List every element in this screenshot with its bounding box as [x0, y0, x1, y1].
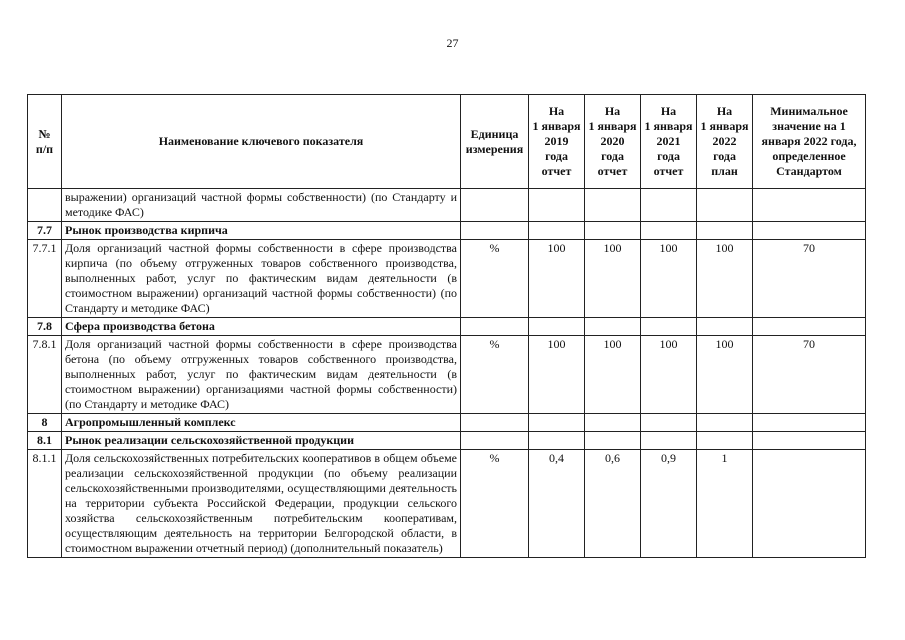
header-2020-line-2: 1 января — [588, 119, 637, 133]
row-value-2022 — [697, 222, 753, 240]
row-number — [28, 189, 62, 222]
row-value-2021 — [641, 318, 697, 336]
row-value-2019 — [529, 414, 585, 432]
row-value-2021: 100 — [641, 336, 697, 414]
row-value-2022 — [697, 432, 753, 450]
header-2022-line-5: план — [711, 164, 738, 178]
row-number: 7.8.1 — [28, 336, 62, 414]
section-row — [28, 318, 866, 336]
row-value-2020 — [585, 318, 641, 336]
row-value-2022: 1 — [697, 450, 753, 558]
row-indicator-name: Доля организаций частной формы собственности в сфере производства бетона (по объему отгруженных товаров собственного производства, выполненных работ, услуг по фактическим видам деятельности (в стоимостном выражении) организациями частной формы собственности) (по Стандарту и методике ФАС) — [62, 336, 461, 414]
header-2022-line-4: года — [713, 149, 736, 163]
header-2021-line-5: отчет — [653, 164, 684, 178]
row-value-2019: 0,4 — [529, 450, 585, 558]
header-2020-line-5: отчет — [597, 164, 628, 178]
row-unit — [461, 222, 529, 240]
header-num — [28, 95, 62, 189]
row-indicator-name: Сфера производства бетона — [62, 318, 461, 336]
row-min-value: 70 — [753, 240, 866, 318]
row-value-2019: 100 — [529, 240, 585, 318]
header-2020 — [585, 95, 641, 189]
row-value-2020 — [585, 222, 641, 240]
row-value-2020: 100 — [585, 336, 641, 414]
header-2022 — [697, 95, 753, 189]
row-value-2022: 100 — [697, 336, 753, 414]
row-number: 8 — [28, 414, 62, 432]
header-name: Наименование ключевого показателя — [62, 95, 461, 189]
header-2020-line-4: года — [601, 149, 624, 163]
header-2021-line-3: 2021 — [656, 134, 681, 148]
header-2019-line-4: года — [545, 149, 568, 163]
header-2022-line-2: 1 января — [700, 119, 749, 133]
row-number: 7.7 — [28, 222, 62, 240]
row-min-value — [753, 189, 866, 222]
header-2021-line-2: 1 января — [644, 119, 693, 133]
section-row — [28, 222, 866, 240]
row-value-2022: 100 — [697, 240, 753, 318]
header-2020-line-3: 2020 — [600, 134, 625, 148]
row-unit: % — [461, 450, 529, 558]
row-value-2020: 100 — [585, 240, 641, 318]
header-2019-line-2: 1 января — [532, 119, 581, 133]
header-2021-line-1: На — [660, 104, 677, 118]
row-value-2021: 0,9 — [641, 450, 697, 558]
row-unit: % — [461, 336, 529, 414]
indicators-table — [27, 94, 866, 558]
header-2022-line-1: На — [716, 104, 733, 118]
header-num-text: № п/п — [35, 126, 54, 156]
row-min-value — [753, 450, 866, 558]
table-row — [28, 450, 866, 558]
row-value-2021 — [641, 414, 697, 432]
header-2021 — [641, 95, 697, 189]
header-2019-line-3: 2019 — [544, 134, 569, 148]
row-unit: % — [461, 240, 529, 318]
row-min-value — [753, 414, 866, 432]
row-indicator-name: Доля сельскохозяйственных потребительских кооперативов в общем объеме реализации сельскохозяйственной продукции (по объему реализации сельскохозяйственными производителями, осуществляющими деятельность на территории субъекта Российской Федерации, продукции сельского хозяйства сельскохозяйственным потребительским кооперативам, осуществляющим деятельность на территории Белгородской области, в стоимостном выражении отчетный период) (дополнительный показатель) — [62, 450, 461, 558]
row-value-2019 — [529, 189, 585, 222]
header-2020-line-1: На — [604, 104, 621, 118]
table-row — [28, 189, 866, 222]
row-value-2020 — [585, 432, 641, 450]
header-2021-line-4: года — [657, 149, 680, 163]
row-number: 7.7.1 — [28, 240, 62, 318]
header-minimum: Минимальное значение на 1 января 2022 года, определенное Стандартом — [753, 95, 866, 189]
row-value-2019 — [529, 222, 585, 240]
row-min-value — [753, 318, 866, 336]
row-value-2022 — [697, 189, 753, 222]
table-row — [28, 336, 866, 414]
row-min-value: 70 — [753, 336, 866, 414]
row-number: 8.1 — [28, 432, 62, 450]
row-value-2019 — [529, 432, 585, 450]
row-unit — [461, 432, 529, 450]
row-value-2020 — [585, 189, 641, 222]
row-value-2021 — [641, 432, 697, 450]
row-value-2021: 100 — [641, 240, 697, 318]
row-value-2022 — [697, 414, 753, 432]
row-value-2020 — [585, 414, 641, 432]
row-indicator-name: Рынок реализации сельскохозяйственной продукции — [62, 432, 461, 450]
row-indicator-name: Агропромышленный комплекс — [62, 414, 461, 432]
row-value-2019: 100 — [529, 336, 585, 414]
section-row — [28, 432, 866, 450]
row-min-value — [753, 432, 866, 450]
row-value-2021 — [641, 222, 697, 240]
row-indicator-name: Рынок производства кирпича — [62, 222, 461, 240]
section-row — [28, 414, 866, 432]
header-2019-line-5: отчет — [541, 164, 572, 178]
row-unit — [461, 189, 529, 222]
page-number: 27 — [446, 36, 459, 50]
row-unit — [461, 318, 529, 336]
table-header-row — [28, 95, 866, 189]
row-value-2019 — [529, 318, 585, 336]
row-value-2022 — [697, 318, 753, 336]
row-value-2020: 0,6 — [585, 450, 641, 558]
header-2019 — [529, 95, 585, 189]
row-number: 7.8 — [28, 318, 62, 336]
header-unit: Единица измерения — [461, 95, 529, 189]
row-indicator-name: Доля организаций частной формы собственности в сфере производства кирпича (по объему отгруженных товаров собственного производства, выполненных работ, услуг по фактическим видам деятельности (в стоимостном выражении) организаций частной формы собственности) (по Стандарту и методике ФАС) — [62, 240, 461, 318]
row-min-value — [753, 222, 866, 240]
table-row — [28, 240, 866, 318]
row-value-2021 — [641, 189, 697, 222]
header-2019-line-1: На — [548, 104, 565, 118]
row-indicator-name: выражении) организаций частной формы собственности) (по Стандарту и методике ФАС) — [62, 189, 461, 222]
header-2022-line-3: 2022 — [712, 134, 737, 148]
row-unit — [461, 414, 529, 432]
row-number: 8.1.1 — [28, 450, 62, 558]
